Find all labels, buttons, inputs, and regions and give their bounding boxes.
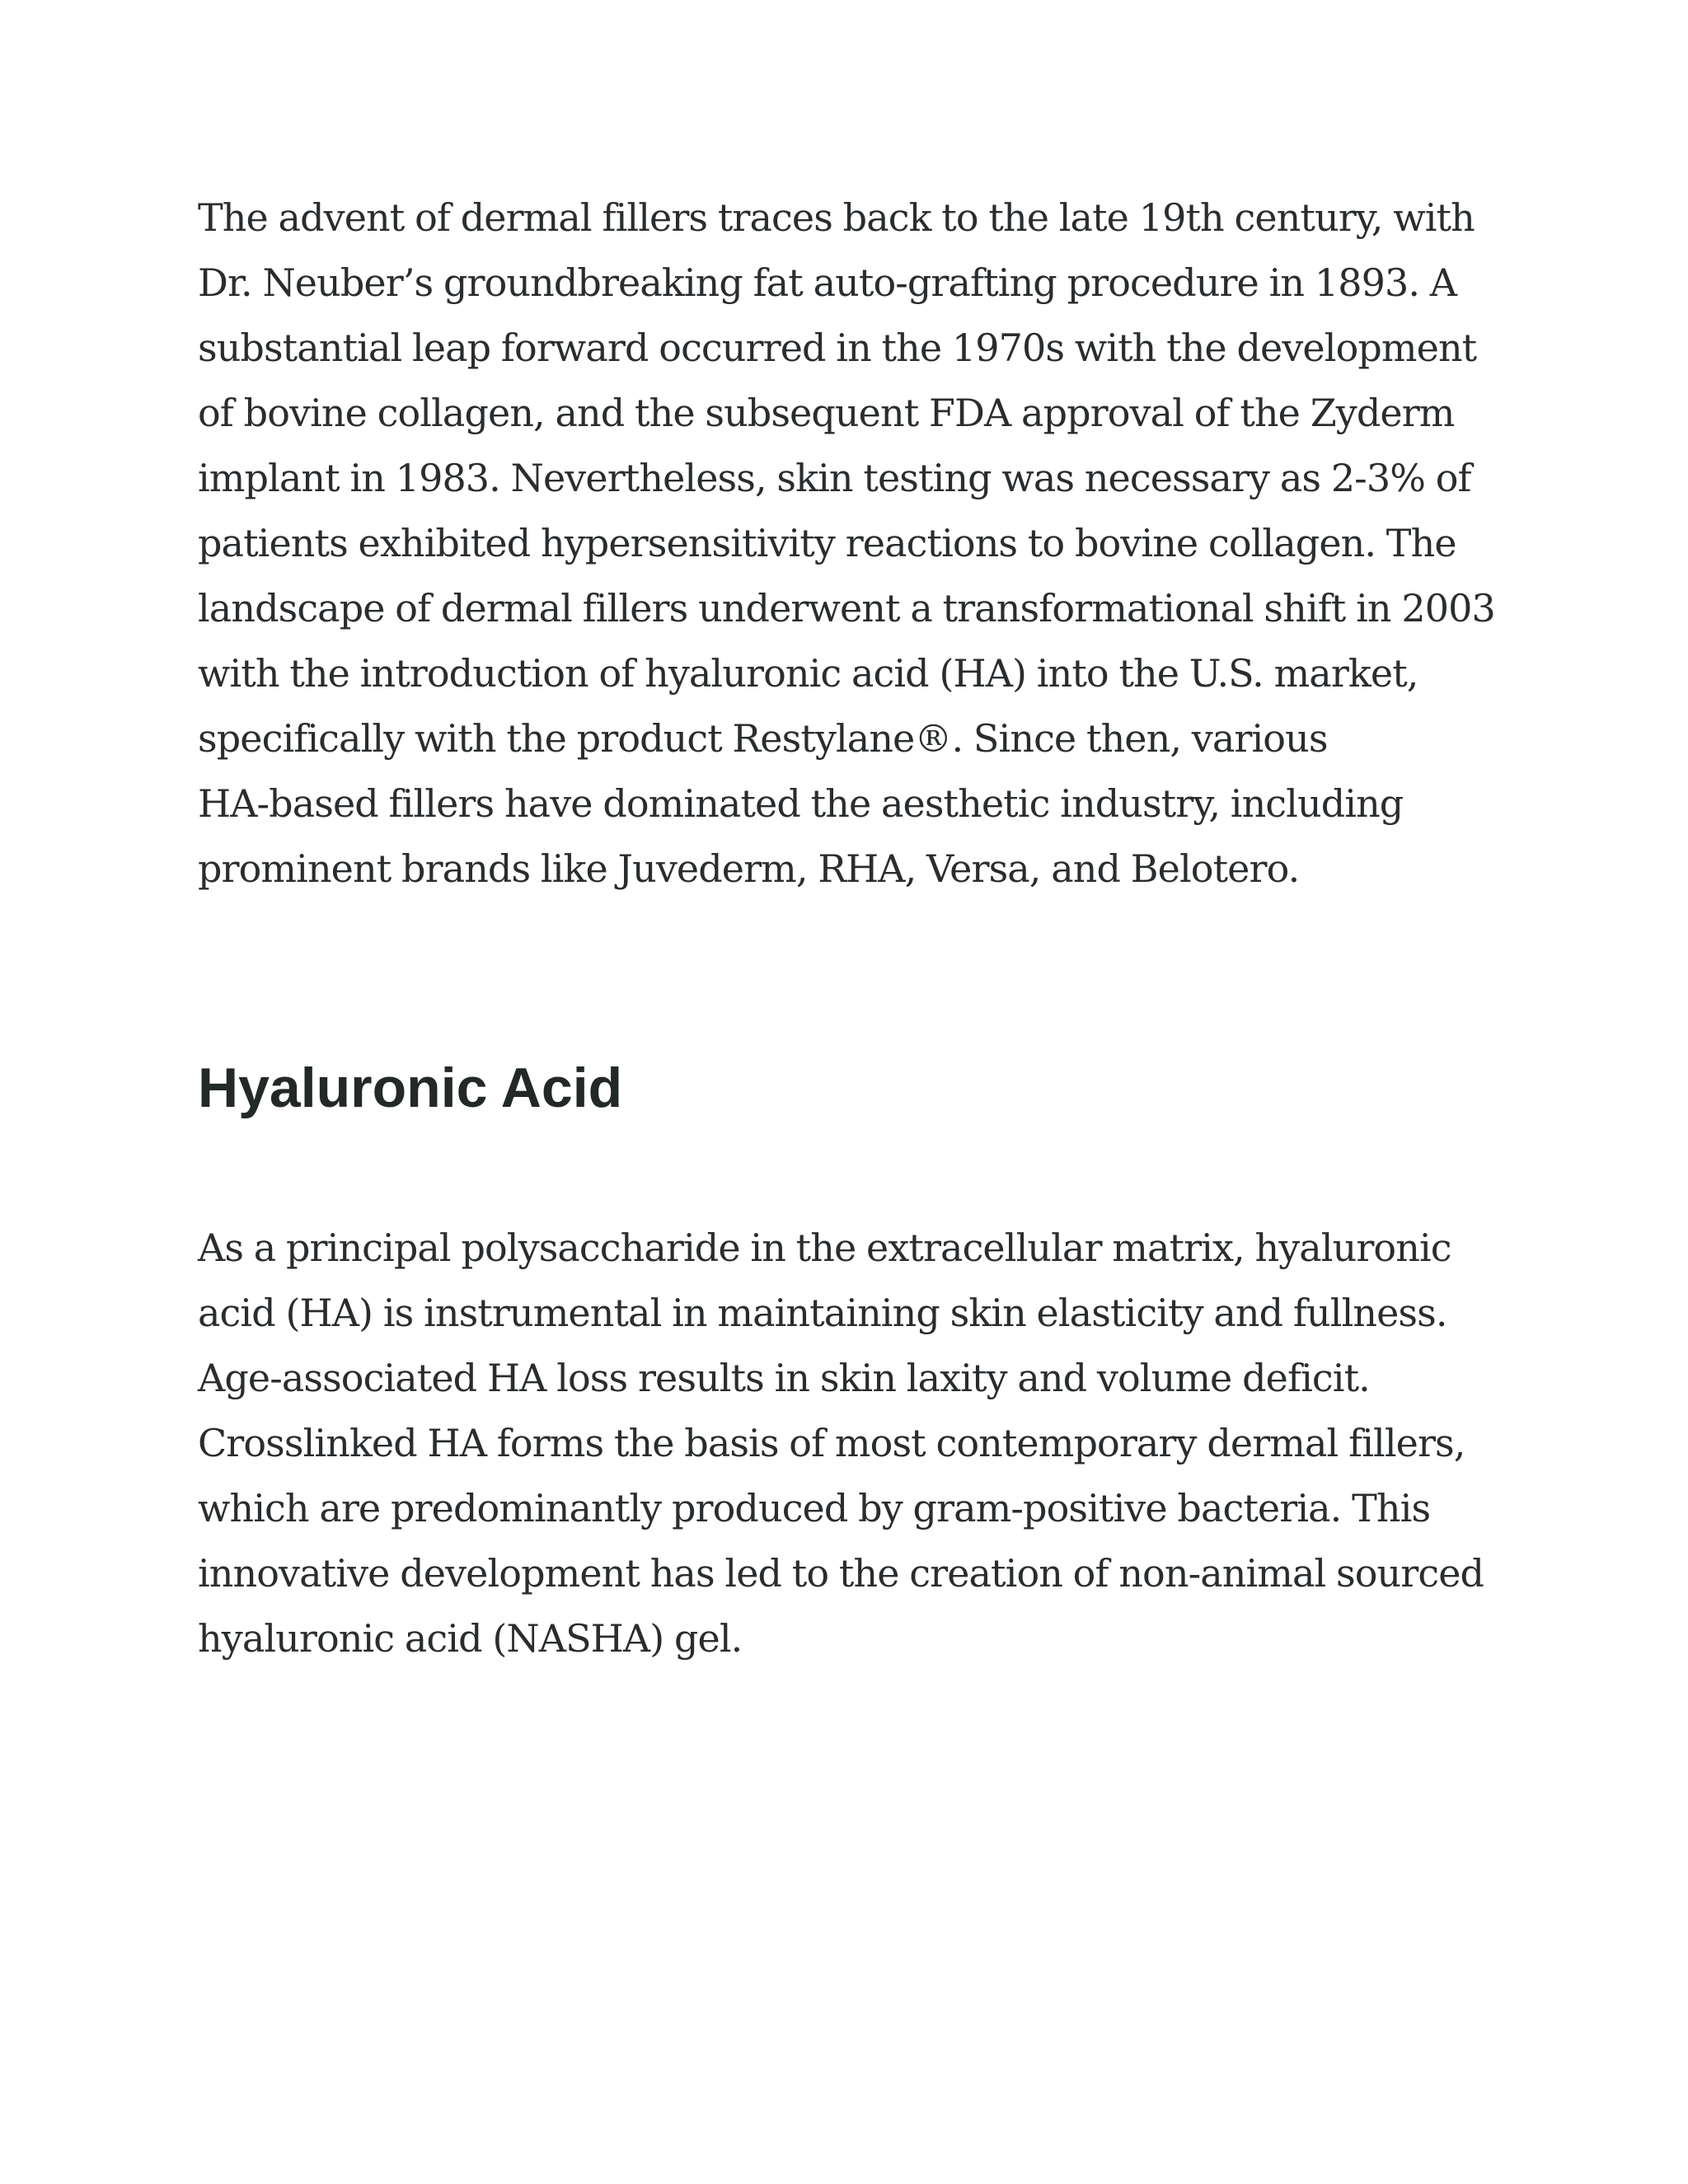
paragraph-line: As a principal polysaccharide in the extracellular matrix, hyaluronic: [198, 1226, 1451, 1270]
section-heading: Hyaluronic Acid: [198, 1057, 623, 1119]
paragraph-line: Age-associated HA loss results in skin laxity and volume deficit.: [198, 1356, 1370, 1400]
history-paragraph: [198, 185, 1495, 902]
paragraph-line: which are predominantly produced by gram-positive bacteria. This: [198, 1486, 1431, 1530]
paragraph-line: prominent brands like Juvederm, RHA, Versa, and Belotero.: [198, 846, 1300, 891]
paragraph-line: Dr. Neuber’s groundbreaking fat auto-grafting procedure in 1893. A: [198, 260, 1457, 305]
paragraph-line: landscape of dermal fillers underwent a transformational shift in 2003: [198, 586, 1495, 630]
paragraph-line: implant in 1983. Nevertheless, skin testing was necessary as 2-3% of: [198, 456, 1471, 500]
paragraph-line: The advent of dermal fillers traces back to the late 19th century, with: [198, 195, 1475, 240]
paragraph-line: innovative development has led to the creation of non-animal sourced: [198, 1551, 1484, 1596]
paragraph-line: patients exhibited hypersensitivity reactions to bovine collagen. The: [198, 521, 1456, 565]
paragraph-line: hyaluronic acid (NASHA) gel.: [198, 1616, 743, 1661]
paragraph-line: Crosslinked HA forms the basis of most contemporary dermal fillers,: [198, 1421, 1465, 1465]
hyaluronic-acid-paragraph: [198, 1216, 1484, 1671]
paragraph-line: of bovine collagen, and the subsequent FDA approval of the Zyderm: [198, 391, 1455, 435]
paragraph-line: with the introduction of hyaluronic acid (HA) into the U.S. market,: [198, 651, 1418, 696]
paragraph-line: HA-based fillers have dominated the aesthetic industry, including: [198, 781, 1404, 826]
paragraph-line: substantial leap forward occurred in the 1970s with the development: [198, 326, 1477, 370]
paragraph-line: specifically with the product Restylane®. Since then, various: [198, 716, 1328, 761]
paragraph-line: acid (HA) is instrumental in maintaining skin elasticity and fullness.: [198, 1291, 1447, 1335]
